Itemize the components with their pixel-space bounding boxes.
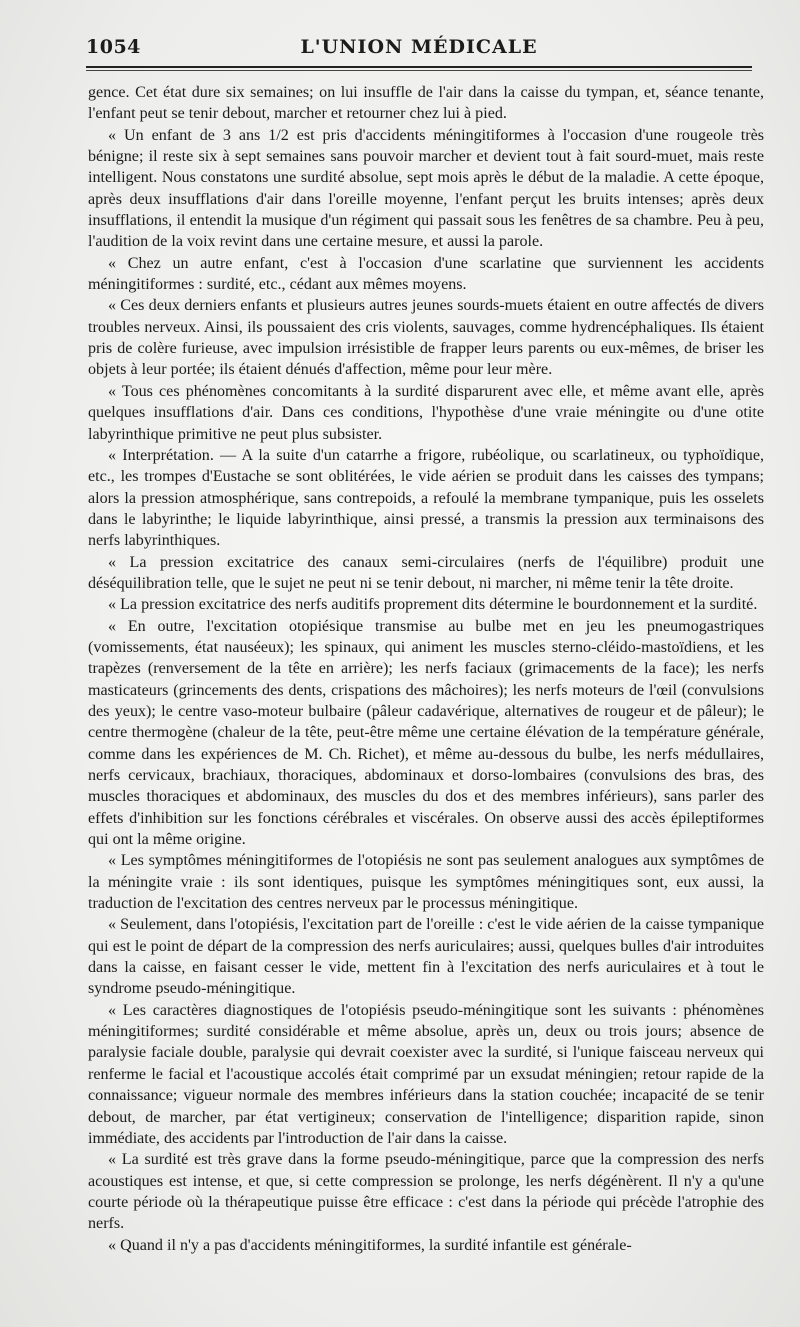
- header-rule: [86, 66, 752, 68]
- paragraph: « Les symptômes méningitiformes de l'otopiésis ne sont pas seulement analogues aux symptômes de la méningite vraie : ils sont identiques, puisque les symptômes méningitiques sont, eux aussi, la traduction de l'excitation des centres nerveux par le processus méningitique.: [88, 852, 764, 913]
- page-header: [86, 36, 752, 60]
- paragraph: « Chez un autre enfant, c'est à l'occasion d'une scarlatine que surviennent les accidents méningitiformes : surdité, etc., cédant aux mêmes moyens.: [88, 254, 764, 294]
- running-title: L'UNION MÉDICALE: [300, 36, 538, 58]
- paragraph: « La pression excitatrice des canaux semi-circulaires (nerfs de l'équilibre) produit une déséquilibration telle, que le sujet ne peut ni se tenir debout, ni marcher, ni même tenir la tête droite.: [88, 553, 764, 592]
- paragraph: « Seulement, dans l'otopiésis, l'excitation part de l'oreille : c'est le vide aérien de la caisse tympanique qui est le point de départ de la compression des nerfs auriculaires; aussi, quelques bulles d'air introduites dans la caisse, en faisant cesser le vide, mettent fin à l'excitation des nerfs auriculaires et à tout le syndrome pseudo-méningitique.: [88, 916, 764, 998]
- paragraph: « Quand il n'y a pas d'accidents méningitiformes, la surdité infantile est générale-: [108, 1236, 632, 1254]
- body-text: [88, 82, 764, 1256]
- paragraph: « La pression excitatrice des nerfs auditifs proprement dits détermine le bourdonnement et la surdité.: [108, 596, 758, 614]
- paragraph: « Un enfant de 3 ans 1/2 est pris d'accidents méningitiformes à l'occasion d'une rougeole très bénigne; il reste six à sept semaines sans pouvoir marcher et devient tout à fait sourd-muet, mais reste intelligent. Nous constatons une surdité absolue, sept mois après le début de la maladie. A cette époque, après deux insufflations d'air dans l'oreille moyenne, l'enfant perçut les bruits intenses; après deux insufflations, il entendit la musique d'un régiment qui passait sous les fenêtres de sa chambre. Peu à peu, l'audition de la voix revint dans une certaine mesure, et aussi la parole.: [88, 126, 764, 251]
- paragraph: « La surdité est très grave dans la forme pseudo-méningitique, parce que la compression des nerfs acoustiques est intense, et que, si cette compression se prolonge, les nerfs dégénèrent. Il n'y a qu'une courte période où la thérapeutique puisse être efficace : c'est dans la période qui précède l'atrophie des nerfs.: [88, 1151, 764, 1233]
- header-rule-thin: [86, 70, 752, 71]
- paragraph: « Interprétation. — A la suite d'un catarrhe a frigore, rubéolique, ou scarlatineux, ou typhoïdique, etc., les trompes d'Eustache se sont oblitérées, le vide aérien se produit dans les caisses des tympans; alors la pression atmosphérique, sans contrepoids, a refoulé la membrane tympanique, puis les osselets dans le labyrinthe; le liquide labyrinthique, ainsi pressé, a transmis la pression aux terminaisons des nerfs labyrinthiques.: [88, 446, 764, 550]
- paragraph: « Ces deux derniers enfants et plusieurs autres jeunes sourds-muets étaient en outre affectés de divers troubles nerveux. Ainsi, ils poussaient des cris violents, sauvages, comme hydrencéphaliques. Ils étaient pris de colère furieuse, avec impulsion irrésistible de frapper leurs parents ou eux-mêmes, de briser les objets à leur portée; ils étaient dénués d'affection, même pour leur mère.: [88, 297, 764, 379]
- page-number: 1054: [86, 36, 141, 58]
- paragraph: « Les caractères diagnostiques de l'otopiésis pseudo-méningitique sont les suivants : phénomènes méningitiformes; surdité considérable et même absolue, après un, deux ou trois jours; absence de paralysie faciale double, paralysie qui devrait coexister avec la surdité, si l'unique faisceau nerveux qui renferme le facial et l'acoustique accolés était comprimé par un exsudat méningien; retour rapide de la connaissance; vigueur normale des membres inférieurs dans la station couchée; incapacité de se tenir debout, de marcher, par état vertigineux; conservation de l'intelligence; disparition rapide, sinon immédiate, des accidents par l'introduction de l'air dans la caisse.: [88, 1001, 764, 1147]
- paragraph: gence. Cet état dure six semaines; on lui insuffle de l'air dans la caisse du tympan, et, séance tenante, l'enfant peut se tenir debout, marcher et retourner chez lui à pied.: [88, 84, 764, 123]
- paragraph: « En outre, l'excitation otopiésique transmise au bulbe met en jeu les pneumogastriques (vomissements, état nauséeux); les spinaux, qui animent les muscles sterno-cléido-mastoïdiens, et les trapèzes (renversement de la tête en arrière); les nerfs faciaux (grimacements de la face); les nerfs masticateurs (grincements des dents, crispations des mâchoires); les nerfs moteurs de l'œil (convulsions des yeux); le centre vaso-moteur bulbaire (pâleur cadavérique, alternatives de rougeur et de pâleur); le centre thermogène (chaleur de la tête, peut-être même une certaine élévation de la température générale, comme dans les expériences de M. Ch. Richet), et même au-dessous du bulbe, les nerfs médullaires, nerfs cervicaux, brachiaux, thoraciques, abdominaux et dorso-lombaires (convulsions des bras, des muscles thoraciques et abdominaux, des muscles du dos et des membres inférieurs), sans parler des effets d'inhibition sur les fonctions cérébrales et viscérales. On observe aussi des accès épileptiformes qui ont la même origine.: [88, 617, 764, 849]
- paragraph: « Tous ces phénomènes concomitants à la surdité disparurent avec elle, et même avant elle, après quelques insufflations d'air. Dans ces conditions, l'hypothèse d'une vraie méningite ou d'une otite labyrinthique primitive ne peut plus subsister.: [88, 382, 764, 443]
